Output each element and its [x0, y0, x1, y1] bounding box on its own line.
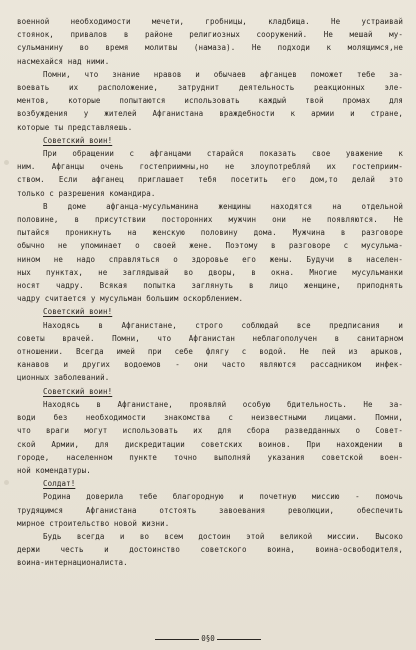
text-line: сульманину во время молитвы (намаза). Не подходи к молящимся,не [17, 43, 403, 53]
text-line: пытайся проникнуть на женскую половину дома. Мужчина в разговоре [17, 228, 403, 238]
paragraph [17, 147, 403, 200]
text-line: Родина доверила тебе благородную и почетную миссию - помочь [43, 492, 403, 502]
text-line: половине, в присутствии посторонних мужчин они не появляются. Не [17, 215, 403, 225]
text-line: В доме афганца-мусульманина женщины находятся на отдельной [43, 201, 403, 211]
text-line: возбуждения у жителей Афганистана враждебности к армии и стране, [17, 109, 403, 119]
text-line: ством. Если афганец приглашает тебя посетить его дом,то делай это [17, 175, 403, 185]
text-line: городе, населенном пункте точно выполняй указания советской воен- [17, 452, 403, 462]
text-line: ционных заболеваний. [17, 373, 110, 383]
text-line: носят чадру. Всякая попытка заглянуть в лицо женщине, приподнять [17, 281, 403, 291]
text-line: только с разрешения командира. [17, 188, 156, 198]
text-line: насмехайся над ними. [17, 56, 110, 66]
document-body [17, 15, 403, 570]
text-line: Находясь в Афганистане, проявляй особую бдительность. Не за- [43, 399, 403, 409]
text-line: чадру считается у мусульман большим оскорблением. [17, 294, 244, 304]
text-line: нином не надо справляться о здоровье его жены. Будучи в населен- [17, 254, 403, 264]
text-line: трудящимся Афганистана отстоять завоевания революции, обеспечить [17, 505, 403, 515]
text-line: которые ты представляешь. [17, 122, 133, 132]
paper-mark [4, 160, 9, 165]
text-line: стоянок, привалов в районе религиозных сооружений. Не мешай му- [17, 30, 403, 40]
end-rule-left [155, 639, 199, 640]
text-line: мирное строительство новой жизни. [17, 518, 170, 528]
paper-mark [4, 480, 9, 485]
paragraph [17, 68, 403, 134]
text-line: Будь всегда и во всем достоин этой великой миссии. Высоко [43, 531, 403, 541]
text-line: При обращении с афганцами старайся показать свое уважение к [43, 149, 403, 159]
text-line: Помни, что знание нравов и обычаев афганцев поможет тебе за- [43, 69, 403, 79]
text-line: советы врачей. Помни, что Афганистан неблагополучен в санитарном [17, 333, 403, 343]
text-line: воина-интернационалиста. [17, 558, 128, 568]
paragraph [17, 200, 403, 306]
text-line: держи честь и достоинство советского воина, воина-освободителя, [17, 545, 403, 555]
text-line: ных пунктах, не заглядывай во дворы, в окна. Многие мусульманки [17, 267, 403, 277]
text-line: обычно не упоминает о своей жене. Поэтому в разговоре с мусульма- [17, 241, 403, 251]
section-heading: Советский воин! [43, 135, 113, 145]
text-line: отношении. Всегда имей при себе флягу с водой. Не пей из арыков, [17, 347, 403, 357]
text-line: канавов и других водоемов - они часто являются рассадником инфек- [17, 360, 403, 370]
text-line: ской Армии, для дискредитации советских воинов. При нахождении в [17, 439, 403, 449]
text-line: воевать их расположение, затруднит деятельность реакционных эле- [17, 83, 403, 93]
text-line: военной необходимости мечети, гробницы, кладбища. Не устраивай [17, 17, 403, 26]
text-line: ной комендатуры. [17, 465, 91, 475]
text-line: ним. Афганцы очень гостеприимны,но не злоупотребляй их гостеприим- [17, 162, 403, 172]
paragraph [17, 490, 403, 530]
paragraph [17, 398, 403, 477]
paragraph [17, 530, 403, 570]
paragraph [17, 15, 403, 68]
end-rule-right [217, 639, 261, 640]
text-line: ментов, которые попытаются использовать каждый твой промах для [17, 96, 403, 106]
paragraph [17, 319, 403, 385]
text-line: води без необходимости знакомства с неизвестными лицами. Помни, [17, 413, 403, 423]
end-mark-symbol: 0§0 [201, 634, 215, 643]
section-heading: Солдат! [43, 479, 76, 489]
section-heading: Советский воин! [43, 386, 113, 396]
text-line: что враги могут использовать их для сбора разведданных о Совет- [17, 426, 403, 436]
text-line: Находясь в Афганистане, строго соблюдай все предписания и [43, 320, 403, 330]
end-mark [0, 634, 416, 643]
section-heading: Советский воин! [43, 307, 113, 317]
